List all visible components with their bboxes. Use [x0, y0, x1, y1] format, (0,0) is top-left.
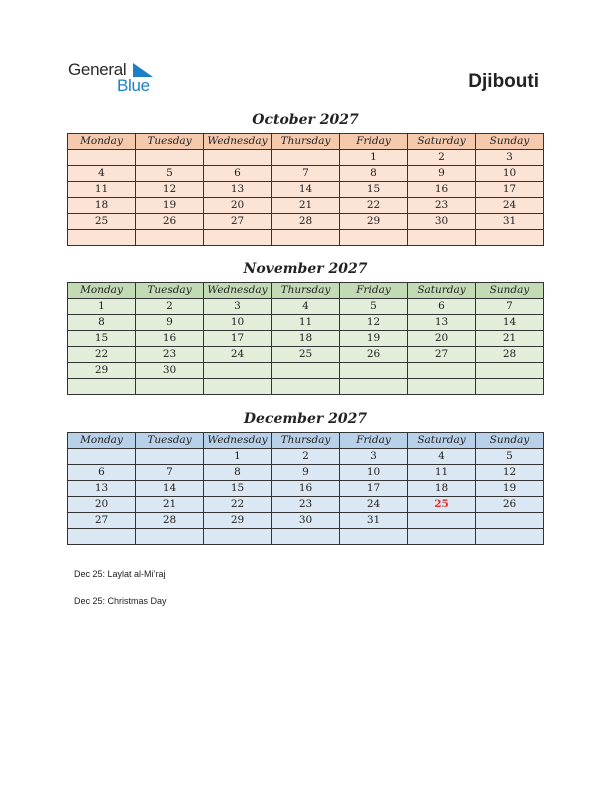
weekday-header: Thursday — [272, 433, 340, 449]
day-cell: 29 — [68, 363, 136, 379]
day-cell: 13 — [204, 182, 272, 198]
day-cell: 29 — [204, 513, 272, 529]
day-cell — [408, 513, 476, 529]
day-cell — [340, 379, 408, 395]
day-cell — [68, 150, 136, 166]
day-cell: 11 — [68, 182, 136, 198]
day-cell: 30 — [272, 513, 340, 529]
day-cell — [68, 379, 136, 395]
day-cell — [408, 363, 476, 379]
day-cell — [476, 529, 544, 545]
weekday-header: Wednesday — [204, 433, 272, 449]
holiday-note: Dec 25: Laylat al-Mi’raj — [74, 569, 166, 579]
day-cell: 7 — [272, 166, 340, 182]
day-cell: 14 — [136, 481, 204, 497]
weekday-header: Saturday — [408, 134, 476, 150]
day-cell: 1 — [204, 449, 272, 465]
day-cell — [408, 529, 476, 545]
day-cell — [136, 449, 204, 465]
day-cell: 7 — [476, 299, 544, 315]
weekday-header: Wednesday — [204, 283, 272, 299]
logo-triangle-icon — [133, 63, 153, 77]
weekday-header: Friday — [340, 134, 408, 150]
day-cell — [340, 363, 408, 379]
day-cell: 4 — [272, 299, 340, 315]
day-cell: 16 — [272, 481, 340, 497]
weekday-header: Tuesday — [136, 134, 204, 150]
day-cell — [204, 150, 272, 166]
month-title-november: November 2027 — [243, 261, 368, 277]
day-cell: 6 — [204, 166, 272, 182]
day-cell: 16 — [408, 182, 476, 198]
day-cell: 23 — [136, 347, 204, 363]
day-cell: 22 — [68, 347, 136, 363]
day-cell: 6 — [68, 465, 136, 481]
day-cell: 28 — [476, 347, 544, 363]
day-cell: 29 — [340, 214, 408, 230]
day-cell — [136, 529, 204, 545]
day-cell: 24 — [340, 497, 408, 513]
week-row — [68, 513, 544, 529]
holiday-day-cell: 25 — [408, 497, 476, 513]
calendar-october — [67, 133, 544, 246]
day-cell: 15 — [204, 481, 272, 497]
day-cell: 12 — [476, 465, 544, 481]
day-cell: 20 — [68, 497, 136, 513]
weekday-header-row — [68, 134, 544, 150]
day-cell: 5 — [136, 166, 204, 182]
weekday-header: Monday — [68, 283, 136, 299]
weekday-header: Monday — [68, 134, 136, 150]
day-cell: 21 — [272, 198, 340, 214]
day-cell — [136, 230, 204, 246]
weekday-header-row — [68, 433, 544, 449]
day-cell: 11 — [408, 465, 476, 481]
day-cell: 31 — [340, 513, 408, 529]
weekday-header: Friday — [340, 283, 408, 299]
day-cell: 24 — [476, 198, 544, 214]
weekday-header: Sunday — [476, 134, 544, 150]
day-cell: 25 — [68, 214, 136, 230]
week-row — [68, 465, 544, 481]
day-cell: 8 — [340, 166, 408, 182]
day-cell: 14 — [272, 182, 340, 198]
day-cell — [136, 379, 204, 395]
weekday-header: Wednesday — [204, 134, 272, 150]
day-cell: 22 — [340, 198, 408, 214]
day-cell: 30 — [136, 363, 204, 379]
day-cell: 18 — [68, 198, 136, 214]
day-cell — [408, 379, 476, 395]
day-cell: 19 — [136, 198, 204, 214]
day-cell — [476, 379, 544, 395]
day-cell: 5 — [476, 449, 544, 465]
day-cell: 4 — [68, 166, 136, 182]
day-cell: 9 — [408, 166, 476, 182]
week-row — [68, 166, 544, 182]
day-cell — [272, 150, 340, 166]
day-cell: 2 — [136, 299, 204, 315]
day-cell: 2 — [272, 449, 340, 465]
week-row — [68, 449, 544, 465]
day-cell: 6 — [408, 299, 476, 315]
day-cell: 3 — [340, 449, 408, 465]
weekday-header: Tuesday — [136, 433, 204, 449]
day-cell: 4 — [408, 449, 476, 465]
day-cell: 10 — [476, 166, 544, 182]
day-cell: 8 — [68, 315, 136, 331]
day-cell — [272, 529, 340, 545]
logo-general-text: General — [68, 60, 127, 79]
day-cell — [68, 230, 136, 246]
day-cell — [340, 230, 408, 246]
day-cell: 31 — [476, 214, 544, 230]
week-row — [68, 315, 544, 331]
day-cell — [476, 363, 544, 379]
week-row — [68, 529, 544, 545]
day-cell: 13 — [408, 315, 476, 331]
weekday-header: Saturday — [408, 283, 476, 299]
day-cell: 5 — [340, 299, 408, 315]
week-row — [68, 214, 544, 230]
week-row — [68, 497, 544, 513]
day-cell: 8 — [204, 465, 272, 481]
day-cell: 14 — [476, 315, 544, 331]
weekday-header: Thursday — [272, 134, 340, 150]
day-cell — [204, 379, 272, 395]
day-cell: 20 — [408, 331, 476, 347]
weekday-header-row — [68, 283, 544, 299]
day-cell: 22 — [204, 497, 272, 513]
weekday-header: Sunday — [476, 433, 544, 449]
day-cell: 24 — [204, 347, 272, 363]
day-cell: 30 — [408, 214, 476, 230]
weekday-header: Monday — [68, 433, 136, 449]
day-cell: 28 — [136, 513, 204, 529]
weekday-header: Friday — [340, 433, 408, 449]
weekday-header: Thursday — [272, 283, 340, 299]
day-cell: 27 — [408, 347, 476, 363]
day-cell: 23 — [272, 497, 340, 513]
day-cell: 10 — [204, 315, 272, 331]
day-cell: 17 — [476, 182, 544, 198]
day-cell: 26 — [340, 347, 408, 363]
week-row — [68, 150, 544, 166]
day-cell — [68, 529, 136, 545]
week-row — [68, 198, 544, 214]
day-cell: 1 — [68, 299, 136, 315]
day-cell: 21 — [476, 331, 544, 347]
day-cell: 28 — [272, 214, 340, 230]
month-title-october: October 2027 — [252, 112, 359, 128]
day-cell: 17 — [340, 481, 408, 497]
day-cell — [136, 150, 204, 166]
day-cell: 11 — [272, 315, 340, 331]
day-cell: 20 — [204, 198, 272, 214]
week-row — [68, 481, 544, 497]
day-cell: 25 — [272, 347, 340, 363]
week-row — [68, 379, 544, 395]
day-cell: 12 — [340, 315, 408, 331]
day-cell: 3 — [204, 299, 272, 315]
weekday-header: Tuesday — [136, 283, 204, 299]
day-cell: 2 — [408, 150, 476, 166]
day-cell — [204, 230, 272, 246]
day-cell: 21 — [136, 497, 204, 513]
day-cell — [272, 363, 340, 379]
country-title: Djibouti — [468, 71, 539, 92]
day-cell: 16 — [136, 331, 204, 347]
day-cell — [204, 363, 272, 379]
day-cell — [476, 513, 544, 529]
day-cell: 15 — [68, 331, 136, 347]
day-cell: 27 — [204, 214, 272, 230]
day-cell: 17 — [204, 331, 272, 347]
day-cell — [204, 529, 272, 545]
calendar-december — [67, 432, 544, 545]
day-cell: 12 — [136, 182, 204, 198]
day-cell: 3 — [476, 150, 544, 166]
day-cell: 9 — [136, 315, 204, 331]
logo-blue-text: Blue — [117, 76, 150, 95]
day-cell — [408, 230, 476, 246]
day-cell: 19 — [340, 331, 408, 347]
day-cell — [272, 230, 340, 246]
day-cell — [340, 529, 408, 545]
logo — [68, 60, 168, 96]
day-cell: 26 — [136, 214, 204, 230]
day-cell: 7 — [136, 465, 204, 481]
day-cell: 19 — [476, 481, 544, 497]
day-cell: 1 — [340, 150, 408, 166]
day-cell — [68, 449, 136, 465]
day-cell — [476, 230, 544, 246]
week-row — [68, 182, 544, 198]
day-cell: 10 — [340, 465, 408, 481]
week-row — [68, 363, 544, 379]
day-cell: 23 — [408, 198, 476, 214]
week-row — [68, 230, 544, 246]
day-cell — [272, 379, 340, 395]
day-cell: 9 — [272, 465, 340, 481]
calendar-november — [67, 282, 544, 395]
weekday-header: Saturday — [408, 433, 476, 449]
month-title-december: December 2027 — [243, 411, 368, 427]
day-cell: 18 — [272, 331, 340, 347]
day-cell: 13 — [68, 481, 136, 497]
week-row — [68, 347, 544, 363]
weekday-header: Sunday — [476, 283, 544, 299]
day-cell: 18 — [408, 481, 476, 497]
day-cell: 15 — [340, 182, 408, 198]
week-row — [68, 331, 544, 347]
week-row — [68, 299, 544, 315]
day-cell: 27 — [68, 513, 136, 529]
holiday-note: Dec 25: Christmas Day — [74, 596, 167, 606]
day-cell: 26 — [476, 497, 544, 513]
